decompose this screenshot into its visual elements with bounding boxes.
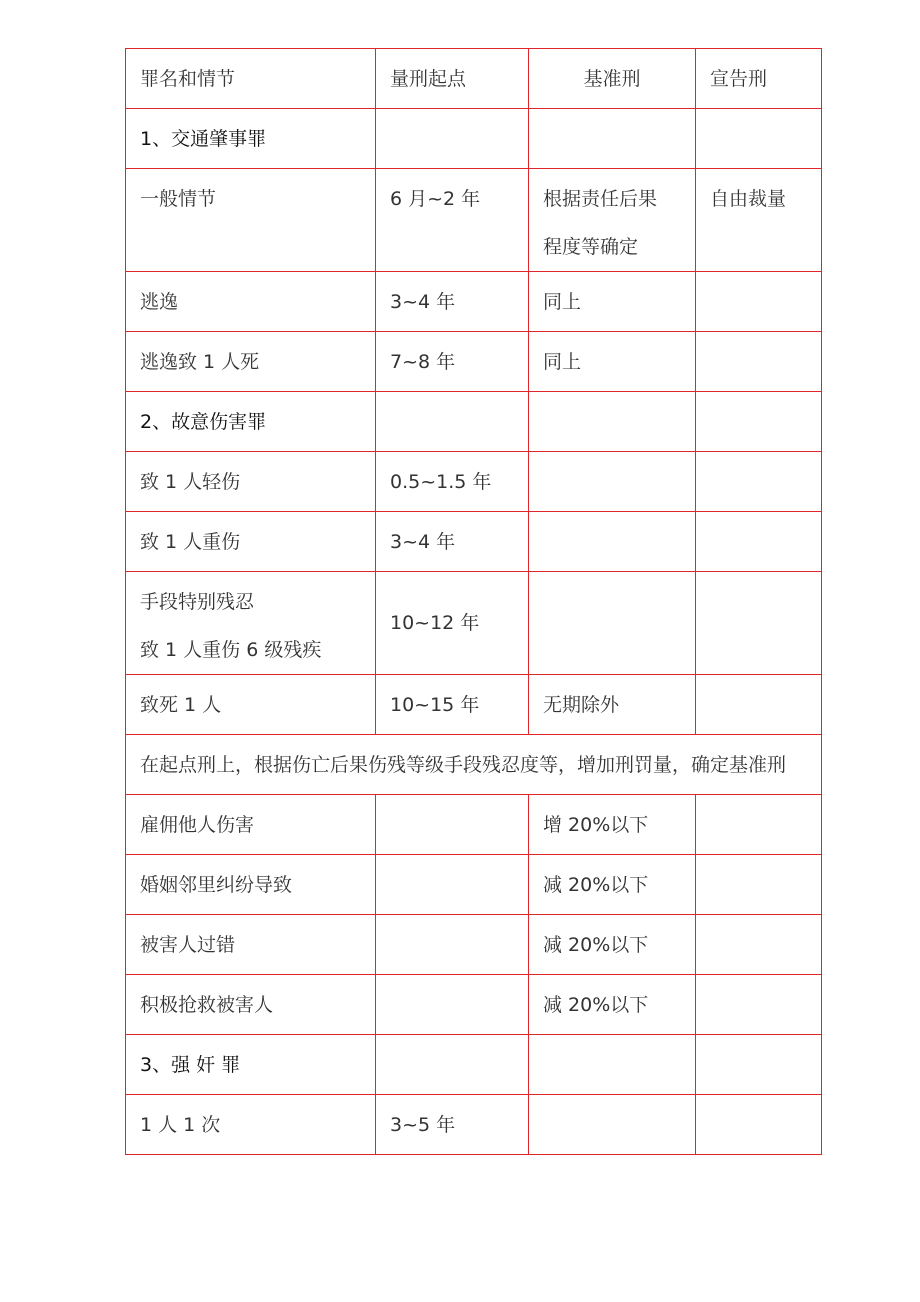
- table-row: [126, 452, 822, 512]
- table-row: [126, 1095, 822, 1155]
- base-cell: [529, 512, 696, 572]
- table-row: [126, 855, 822, 915]
- offense-cell: 逃逸致 1 人死: [126, 332, 376, 392]
- sentencing-table: [125, 48, 822, 1155]
- start-cell: 7~8 年: [376, 332, 529, 392]
- table-row: [126, 975, 822, 1035]
- header-row: [126, 49, 822, 109]
- base-cell: [529, 1095, 696, 1155]
- base-cell: 无期除外: [529, 675, 696, 735]
- section-row-injury: [126, 392, 822, 452]
- table-row: [126, 272, 822, 332]
- section-row-rape: [126, 1035, 822, 1095]
- header-declared-penalty: 宣告刑: [696, 49, 822, 109]
- declared-cell: [696, 452, 822, 512]
- offense-cell: 婚姻邻里纠纷导致: [126, 855, 376, 915]
- declared-cell: [696, 855, 822, 915]
- header-start-penalty: 量刑起点: [376, 49, 529, 109]
- offense-cell: 被害人过错: [126, 915, 376, 975]
- empty-cell: [529, 392, 696, 452]
- empty-cell: [696, 109, 822, 169]
- table-row: [126, 675, 822, 735]
- start-cell: [376, 915, 529, 975]
- offense-cell: 雇佣他人伤害: [126, 795, 376, 855]
- start-cell: 10~12 年: [376, 572, 529, 675]
- table-row: [126, 915, 822, 975]
- declared-cell: [696, 975, 822, 1035]
- offense-cell: 致死 1 人: [126, 675, 376, 735]
- declared-cell: [696, 332, 822, 392]
- start-cell: [376, 795, 529, 855]
- base-cell: 同上: [529, 272, 696, 332]
- start-cell: [376, 975, 529, 1035]
- note-cell: 在起点刑上，根据伤亡后果伤残等级手段残忍度等，增加刑罚量，确定基准刑: [126, 735, 822, 795]
- section-title: 1、交通肇事罪: [126, 109, 376, 169]
- header-base-penalty: 基准刑: [529, 49, 696, 109]
- declared-cell: 自由裁量: [696, 169, 822, 272]
- declared-cell: [696, 572, 822, 675]
- empty-cell: [376, 109, 529, 169]
- offense-cell: 一般情节: [126, 169, 376, 272]
- empty-cell: [376, 392, 529, 452]
- declared-cell: [696, 1095, 822, 1155]
- base-cell-line: 程度等确定: [543, 236, 639, 258]
- offense-cell-line: 手段特别残忍: [140, 591, 255, 613]
- offense-cell: 致 1 人重伤: [126, 512, 376, 572]
- base-cell: [529, 572, 696, 675]
- base-cell: 增 20%以下: [529, 795, 696, 855]
- table-row: [126, 169, 822, 272]
- empty-cell: [696, 1035, 822, 1095]
- declared-cell: [696, 512, 822, 572]
- start-cell: 0.5~1.5 年: [376, 452, 529, 512]
- section-title: 3、强 奸 罪: [126, 1035, 376, 1095]
- base-cell: 减 20%以下: [529, 915, 696, 975]
- empty-cell: [529, 109, 696, 169]
- offense-cell: 1 人 1 次: [126, 1095, 376, 1155]
- header-offense: 罪名和情节: [126, 49, 376, 109]
- empty-cell: [529, 1035, 696, 1095]
- base-cell: 减 20%以下: [529, 855, 696, 915]
- empty-cell: [696, 392, 822, 452]
- offense-cell: 积极抢救被害人: [126, 975, 376, 1035]
- offense-cell-line: 致 1 人重伤 6 级残疾: [140, 639, 322, 661]
- start-cell: 3~5 年: [376, 1095, 529, 1155]
- start-cell: 3~4 年: [376, 272, 529, 332]
- table-row: [126, 795, 822, 855]
- base-cell: 同上: [529, 332, 696, 392]
- empty-cell: [376, 1035, 529, 1095]
- declared-cell: [696, 272, 822, 332]
- section-title: 2、故意伤害罪: [126, 392, 376, 452]
- table-row: [126, 512, 822, 572]
- start-cell: [376, 855, 529, 915]
- declared-cell: [696, 915, 822, 975]
- note-row: [126, 735, 822, 795]
- base-cell: 减 20%以下: [529, 975, 696, 1035]
- declared-cell: [696, 675, 822, 735]
- start-cell: 3~4 年: [376, 512, 529, 572]
- offense-cell: [126, 572, 376, 675]
- table-row: [126, 332, 822, 392]
- declared-cell: [696, 795, 822, 855]
- start-cell: 10~15 年: [376, 675, 529, 735]
- base-cell-line: 根据责任后果: [543, 188, 658, 210]
- base-cell: [529, 169, 696, 272]
- offense-cell: 致 1 人轻伤: [126, 452, 376, 512]
- section-row-traffic: [126, 109, 822, 169]
- offense-cell: 逃逸: [126, 272, 376, 332]
- start-cell: 6 月~2 年: [376, 169, 529, 272]
- base-cell: [529, 452, 696, 512]
- table-row: [126, 572, 822, 675]
